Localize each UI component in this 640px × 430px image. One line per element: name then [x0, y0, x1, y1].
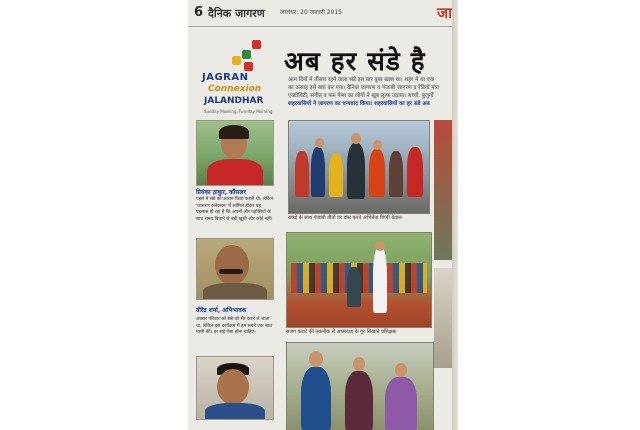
- photo-family-group: [286, 342, 434, 430]
- photo-karate-demo: [286, 232, 432, 328]
- logo-line-jagran: JAGRAN: [202, 72, 249, 83]
- headline: अब हर संडे है: [284, 47, 426, 77]
- person2-name: वीरेंद्र शर्मा, अभिभावक: [196, 307, 247, 314]
- photo2-caption: सजग कराटे की तकनीक से आत्मरक्षा के गुर सिखाते प्रशिक्षक: [286, 329, 397, 335]
- logo-line-connexion: Connexion: [208, 84, 262, 94]
- intro-line: का उत्साह इसे बयां कर गया। दैनिक जागरण व पंजाबी जागरण व रेडियो मंत्रा: [288, 85, 440, 91]
- jagran-connexion-logo: [192, 40, 276, 116]
- next-page-fragment: जा: [436, 4, 452, 22]
- intro-line: एक्टीविटी, संगीत व फन गेम्स का लोगों ने खूब लुत्फ उठाया। बच्चों, बुजुर्गों: [288, 93, 434, 99]
- puzzle-piece-icon: [252, 40, 261, 49]
- dateline: जालंधर: 20 जनवरी 2015: [280, 9, 342, 16]
- photo1-caption: बच्चों के साथ पंजाबी गीतों पर डांस करते अभिनेता गिप्पी ग्रेवाल: [288, 215, 402, 221]
- intro-paragraph: [288, 76, 452, 108]
- person1-name: प्रियंका ठाकुर, कौंसलर: [196, 189, 246, 196]
- person2-quote: अक्सर परिवार को संडे को सैर करने ले जाता था, लेकिन इस कार्यक्रम में हम सबने एक साथ मस्ती की। हर संडे ऐसा होना चाहिए।: [196, 317, 273, 335]
- puzzle-piece-icon: [232, 56, 241, 65]
- logo-line-jalandhar: JALANDHAR: [204, 96, 264, 106]
- portrait-photo-man: [196, 238, 274, 300]
- masthead: [188, 0, 452, 27]
- adjacent-column-photo: [434, 268, 452, 368]
- portrait-photo-woman: [196, 120, 274, 186]
- portrait-photo-boy: [196, 356, 274, 420]
- page-number: 6: [194, 5, 204, 20]
- person1-quote: पहले में संडे को आराम किया करती थी, लेकिन 'जागरण कनेक्शन' में शामिल होकर यह एहसास हो रहा है कि अपनों और पड़ोसियों के साथ समय बिताने से बड़ी खुशी और कोई नहीं।: [196, 197, 274, 222]
- photo-dance-crowd: [288, 120, 430, 214]
- logo-tagline: Sunday Morning, Fun-day Morning: [204, 109, 273, 114]
- page-edge-shadow: [452, 0, 458, 430]
- intro-line: शहरवासियों ने जागरण का धन्यवाद किया। शहरवासियों का हर संडे अब: [288, 101, 430, 107]
- puzzle-piece-icon: [244, 62, 253, 71]
- newspaper-page: [188, 0, 452, 430]
- paper-name: दैनिक जागरण: [208, 7, 265, 20]
- puzzle-piece-icon: [242, 50, 251, 59]
- adjacent-column-photo: [434, 120, 452, 260]
- intro-line: आम दिनों में तीसरा रहने वाला संडे इस बार कुछ खास था। शहर में था एक: [288, 77, 435, 83]
